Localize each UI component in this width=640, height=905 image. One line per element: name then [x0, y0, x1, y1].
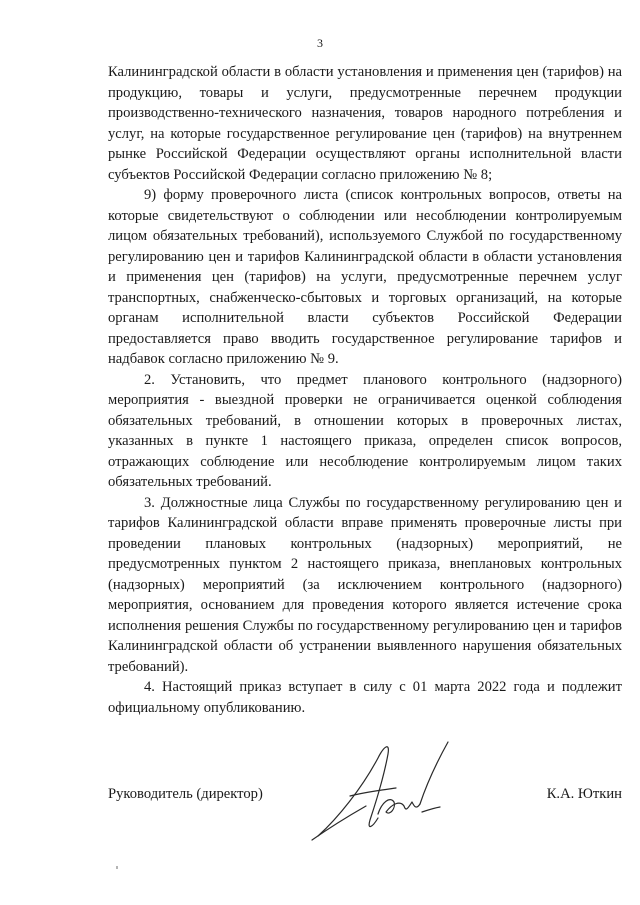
page-number: 3	[317, 36, 323, 50]
paragraph-item-9: 9) форму проверочного листа (список контрольных вопросов, ответы на которые свидетельствуют о соблюдении или несоблюдении контролируемым лицом обязательных требований), используемого Службой по государственному регулированию цен и тарифов Калининградской области в области установления и применения цен (тарифов) на услуги, предусмотренные перечнем услуг транспортных, снабженческо-сбытовых и торговых организаций, на которые органам исполнительной власти субъектов Российской Федерации предоставляется право вводить государственное регулирование тарифов и надбавок согласно приложению № 9.	[108, 187, 622, 367]
paragraph-clause-3: 3. Должностные лица Службы по государственному регулированию цен и тарифов Калининградской области вправе применять проверочные листы при проведении плановых контрольных (надзорных) мероприятий, не предусмотренных пунктом 2 настоящего приказа, внеплановых контрольных (надзорных) мероприятий (за исключением контрольного (надзорного) мероприятия, основанием для проведения которого является истечение срока исполнения решения Службы по государственному регулированию цен и тарифов Калининградской области об устранении выявленного нарушения обязательных требований).	[108, 494, 622, 675]
scan-speck	[116, 866, 118, 869]
paragraph-clause-2: 2. Установить, что предмет планового контрольного (надзорного) мероприятия - выездной проверки не ограничивается оценкой соблюдения обязательных требований, в отношении которых в проверочных листах, указанных в пункте 1 настоящего приказа, определен список вопросов, отражающих соблюдение или несоблюдение контролируемым лицом таких обязательных требований.	[108, 371, 622, 490]
signature-block	[108, 786, 622, 808]
paragraph-clause-4: 4. Настоящий приказ вступает в силу с 01 марта 2022 года и подлежит официальному опубликованию.	[108, 679, 622, 716]
signer-name: К.А. Юткин	[546, 786, 622, 802]
paragraph-continuation: Калининградской области в области установления и применения цен (тарифов) на продукцию, товары и услуги, предусмотренные перечнем продукции производственно-технического назначения, товаров народного потребления и услуг, на которые государственное регулирование цен (тарифов) на внутреннем рынке Российской Федерации осуществляют органы исполнительной власти субъектов Российской Федерации согласно приложению № 8;	[108, 64, 622, 183]
document-body	[108, 62, 622, 718]
signer-title: Руководитель (директор)	[108, 786, 263, 802]
